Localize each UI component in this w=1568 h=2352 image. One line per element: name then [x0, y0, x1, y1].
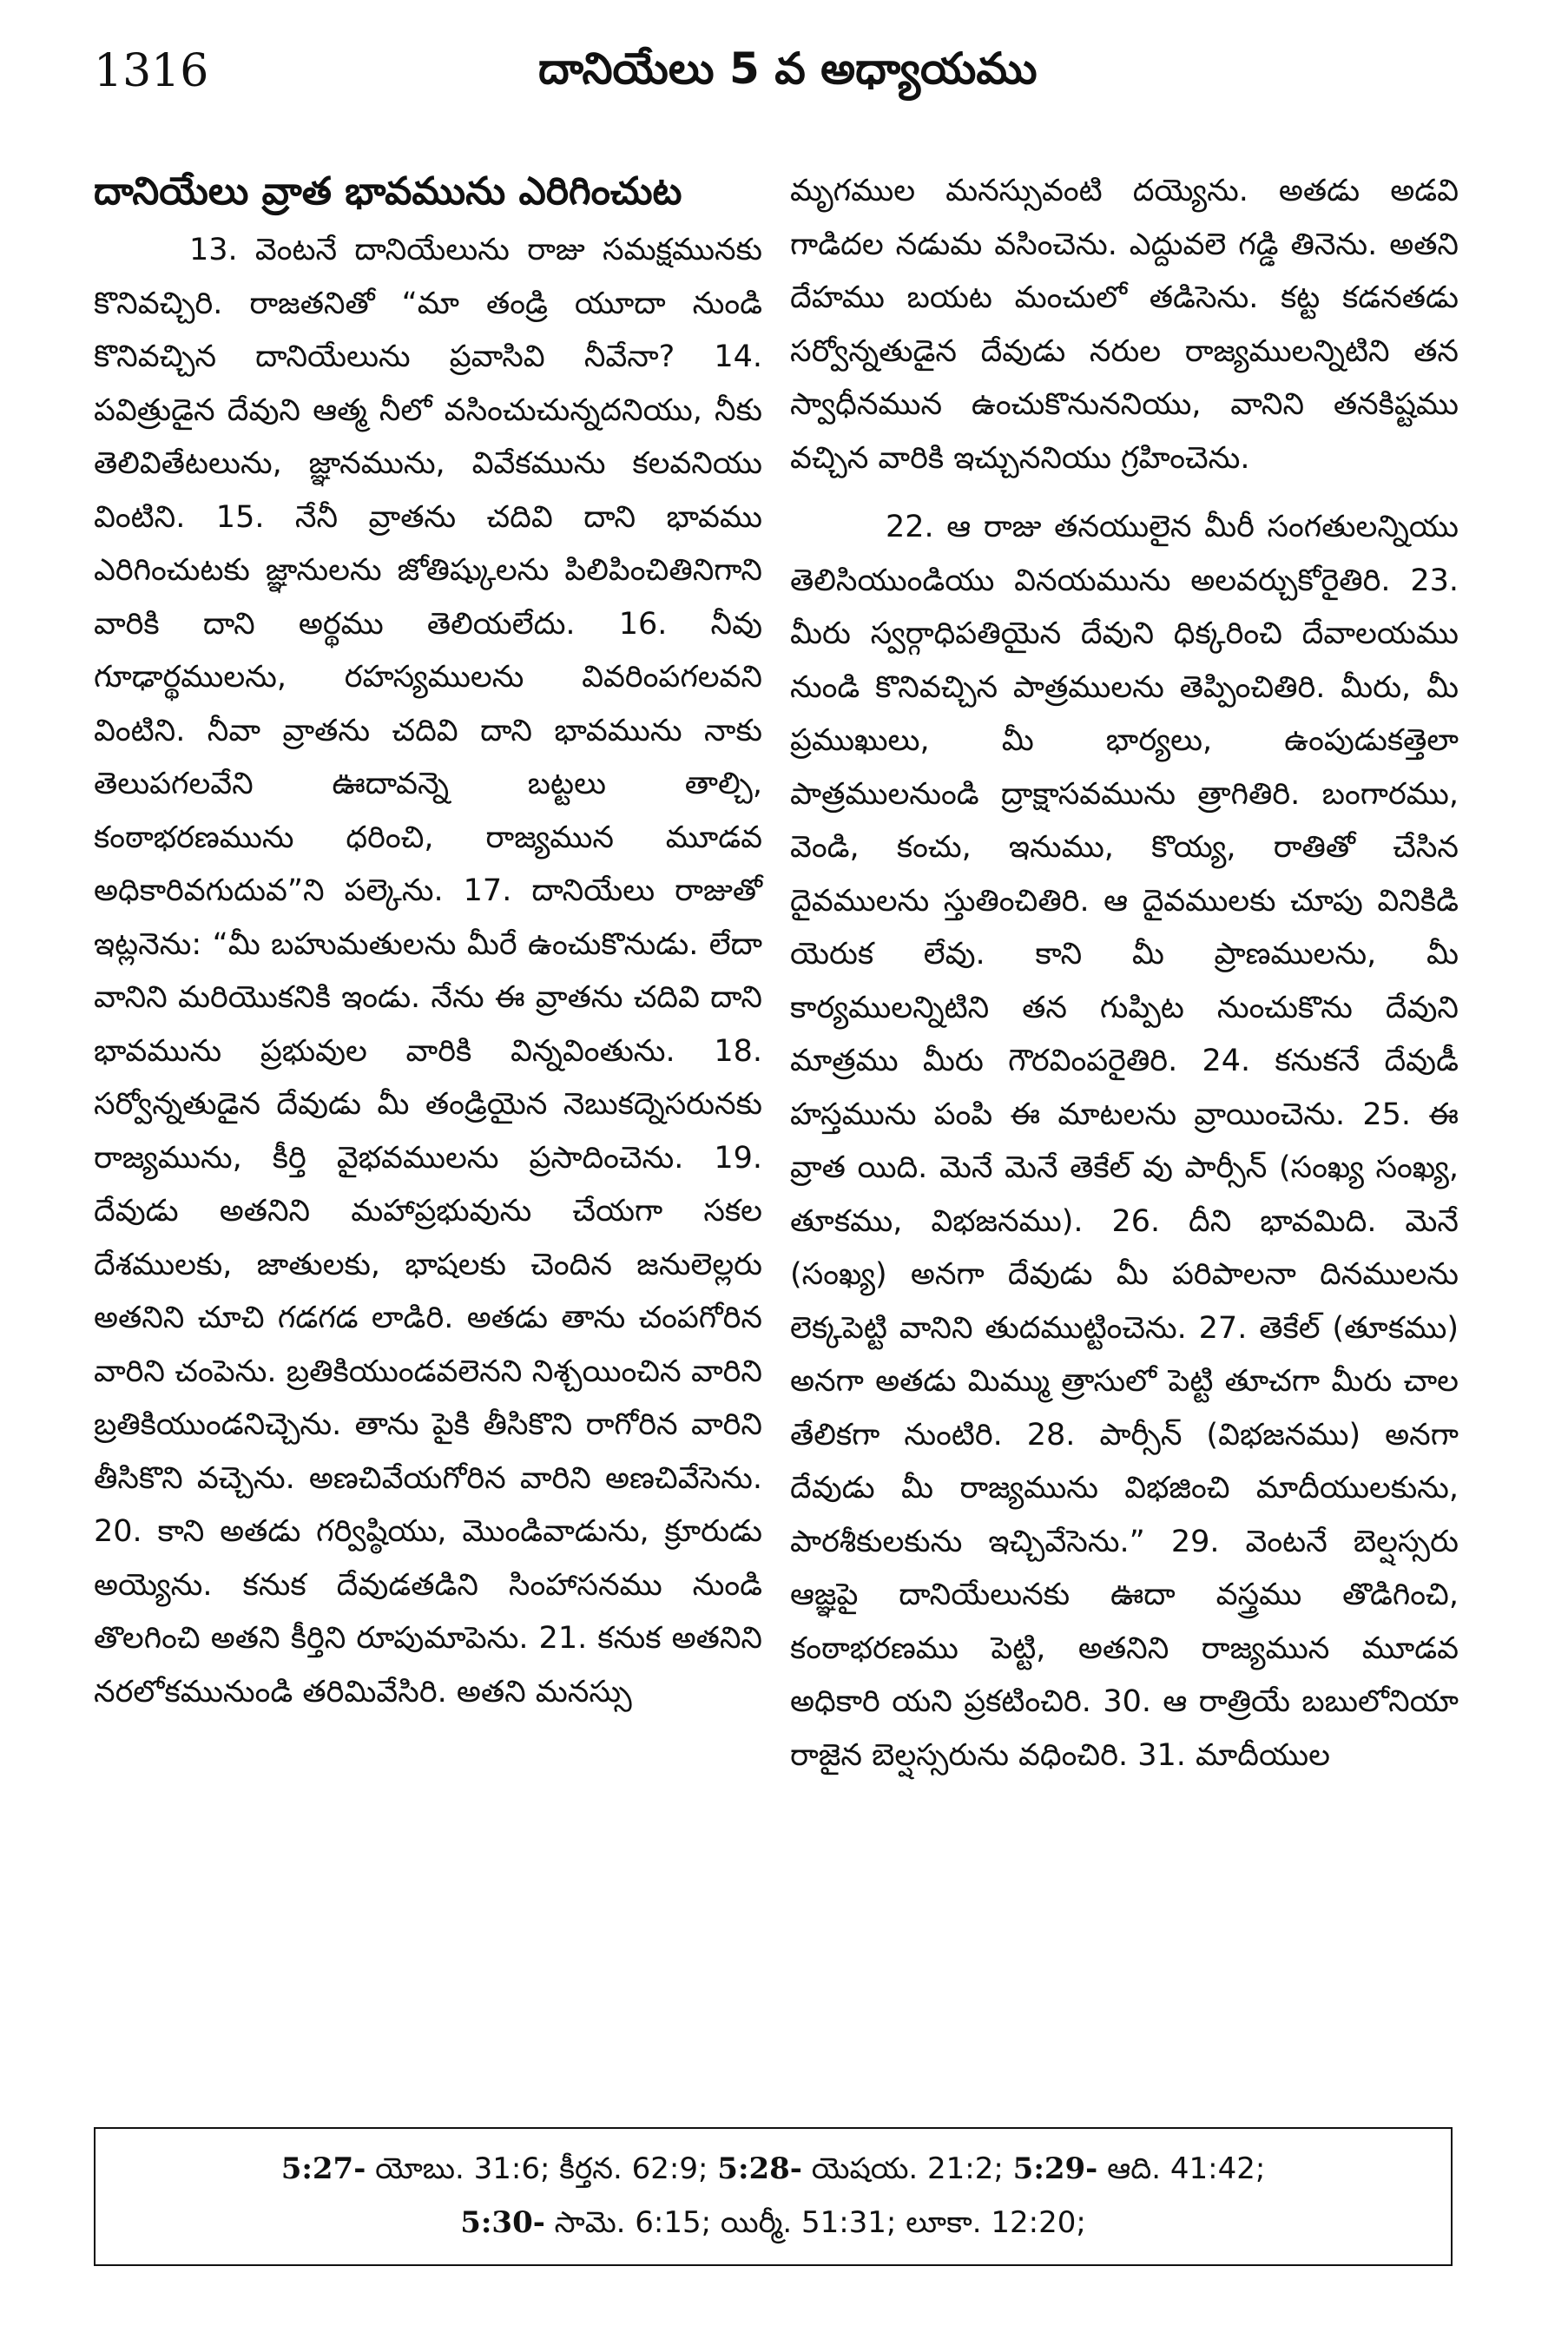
- left-column: [94, 165, 762, 1735]
- right-column: [790, 165, 1459, 1798]
- body-paragraph: మృగముల మనస్సువంటి దయ్యెను. అతడు అడవి గాడిదల నడుమ వసించెను. ఎద్దువలె గడ్డి తినెను. అతని దేహము బయట మంచులో తడిసెను. కట్ట కడనతడు సర్వోన్నతుడైన దేవుడు నరుల రాజ్యములన్నిటిని తన స్వాధీనమున ఉంచుకొనుననియు, వానిని తనకిష్టము వచ్చిన వారికి ఇచ్చుననియు గ్రహించెను.: [790, 174, 1459, 476]
- body-paragraph: 13. వెంటనే దానియేలును రాజు సమక్షమునకు కొనివచ్చిరి. రాజతనితో “మా తండ్రి యూదా నుండి కొనివచ్చిన దానియేలును ప్రవాసివి నీవేనా? 14. పవిత్రుడైన దేవుని ఆత్మ నీలో వసించుచున్నదనియు, నీకు తెలివితేటలును, జ్ఞానమును, వివేకమును కలవనియు వింటిని. 15. నేనీ వ్రాతను చదివి దాని భావము ఎరిగించుటకు జ్ఞానులను జోతిష్కులను పిలిపించితినిగాని వారికి దాని అర్థము తెలియలేదు. 16. నీవు గూఢార్థములను, రహస్యములను వివరింపగలవని వింటిని. నీవా వ్రాతను చదివి దాని భావమును నాకు తెలుపగలవేని ఊదావన్నె బట్టలు తాల్చి, కంఠాభరణమును ధరించి, రాజ్యమున మూడవ అధికారివగుదువ”ని పల్కెను. 17. దానియేలు రాజుతో ఇట్లనెను: “మీ బహుమతులను మీరే ఉంచుకొనుడు. లేదా వానిని మరియొకనికి ఇండు. నేను ఈ వ్రాతను చదివి దాని భావమును ప్రభువుల వారికి విన్నవింతును. 18. సర్వోన్నతుడైన దేవుడు మీ తండ్రియైన నెబుకద్నెసరునకు రాజ్యమును, కీర్తి వైభవములను ప్రసాదించెను. 19. దేవుడు అతనిని మహాప్రభువును చేయగా సకల దేశములకు, జాతులకు, భాషలకు చెందిన జనులెల్లరు అతనిని చూచి గడగడ లాడిరి. అతడు తాను చంపగోరిన వారిని చంపెను. బ్రతికియుండవలెనని నిశ్చయించిన వారిని బ్రతికియుండనిచ్చెను. తాను పైకి తీసికొని రాగోరిన వారిని తీసికొని వచ్చెను. అణచివేయగోరిన వారిని అణచివేసెను. 20. కాని అతడు గర్విష్ఠియు, మొండివాడును, క్రూరుడు అయ్యెను. కనుక దేవుడతడిని సింహాసనము నుండి తొలగించి అతని కీర్తిని రూపుమాపెను. 21. కనుక అతనిని నరలోకమునుండి తరిమివేసిరి. అతని మనస్సు: [94, 233, 762, 1710]
- footnote-text: సామె. 6:15; యిర్మీ. 51:31; లూకా. 12:20;: [544, 2205, 1086, 2240]
- footnote-box: [94, 2127, 1453, 2266]
- footnote-text: యెషయ. 21:2;: [801, 2151, 1013, 2186]
- footnote-line: [96, 2205, 1451, 2247]
- footnote-line: [96, 2151, 1451, 2193]
- footnote-ref: 5:28-: [717, 2151, 802, 2186]
- footnote-text: యోబు. 31:6; కీర్తన. 62:9;: [366, 2151, 718, 2186]
- running-title: దానియేలు 5 వ అధ్యాయము: [538, 43, 1038, 94]
- footnote-ref: 5:27-: [280, 2151, 366, 2186]
- footnote-text: ఆది. 41:42;: [1097, 2151, 1266, 2186]
- footnote-ref: 5:29-: [1012, 2151, 1098, 2186]
- section-heading: దానియేలు వ్రాత భావమును ఎరిగించుట: [94, 169, 682, 214]
- body-paragraph: 22. ఆ రాజు తనయులైన మీరీ సంగతులన్నియు తెలిసియుండియు వినయమును అలవర్చుకోరైతిరి. 23. మీరు స్వర్గాధిపతియైన దేవుని ధిక్కరించి దేవాలయము నుండి కొనివచ్చిన పాత్రములను తెప్పించితిరి. మీరు, మీ ప్రముఖులు, మీ భార్యలు, ఉంపుడుకత్తెలా పాత్రములనుండి ద్రాక్షాసవమును త్రాగితిరి. బంగారము, వెండి, కంచు, ఇనుము, కొయ్య, రాతితో చేసిన దైవములను స్తుతించితిరి. ఆ దైవములకు చూపు వినికిడి యెరుక లేవు. కాని మీ ప్రాణములను, మీ కార్యములన్నిటిని తన గుప్పిట నుంచుకొను దేవుని మాత్రము మీరు గౌరవింపరైతిరి. 24. కనుకనే దేవుడీ హస్తమును పంపి ఈ మాటలను వ్రాయించెను. 25. ఈ వ్రాత యిది. మెనే మెనే తెకేల్ వు పార్సీన్ (సంఖ్య సంఖ్య, తూకము, విభజనము). 26. దీని భావమిది. మెనే (సంఖ్య) అనగా దేవుడు మీ పరిపాలనా దినములను లెక్కపెట్టి వానిని తుదముట్టించెను. 27. తెకేల్ (తూకము) అనగా అతడు మిమ్ము త్రాసులో పెట్టి తూచగా మీరు చాల తేలికగా నుంటిరి. 28. పార్సీన్ (విభజనము) అనగా దేవుడు మీ రాజ్యమును విభజించి మాదీయులకును, పారశీకులకును ఇచ్చివేసెను.” 29. వెంటనే బెల్షస్సరు ఆజ్ఞపై దానియేలునకు ఊదా వస్త్రము తొడిగించి, కంఠాభరణము పెట్టి, అతనిని రాజ్యమున మూడవ అధికారి యని ప్రకటించిరి. 30. ఆ రాత్రియే బబులోనియా రాజైన బెల్షస్సరును వధించిరి. 31. మాదీయుల: [790, 510, 1459, 1773]
- footnote-ref: 5:30-: [460, 2205, 545, 2240]
- page-number: 1316: [94, 45, 209, 97]
